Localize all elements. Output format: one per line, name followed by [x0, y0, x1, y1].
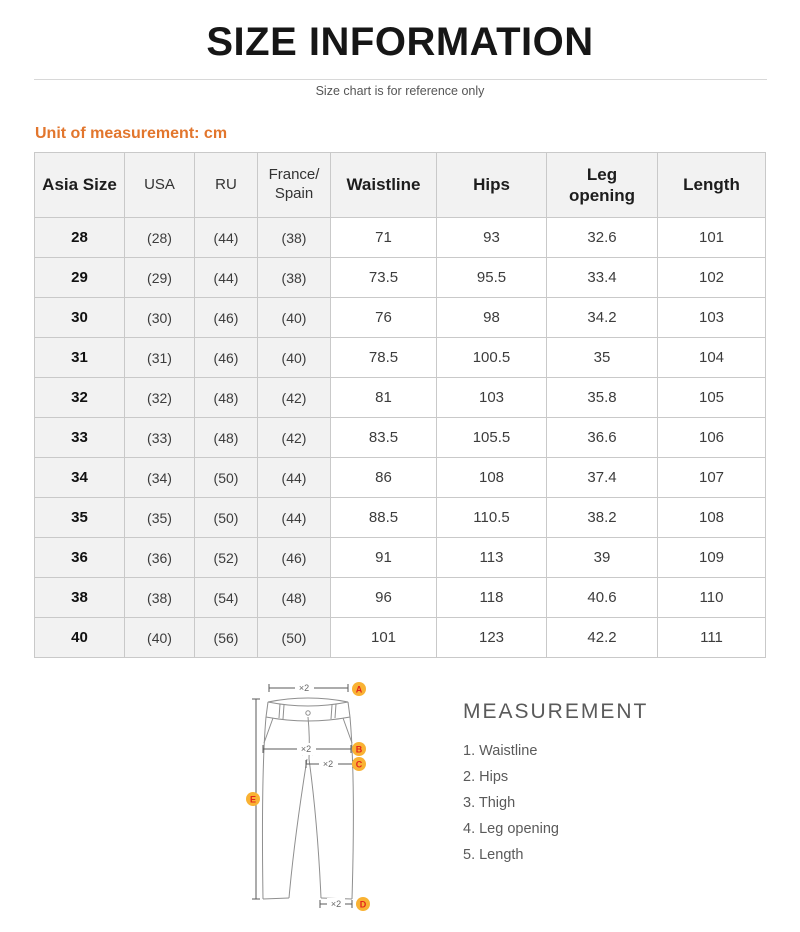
table-cell: 118 [437, 578, 547, 618]
diagram-markers [246, 682, 370, 911]
table-cell: (52) [195, 538, 258, 578]
table-cell: 100.5 [437, 338, 547, 378]
table-cell: 108 [437, 458, 547, 498]
table-cell: (40) [258, 298, 331, 338]
table-cell: 40.6 [547, 578, 658, 618]
table-cell: 33 [35, 418, 125, 458]
column-header: RU [195, 153, 258, 218]
table-cell: 105 [658, 378, 766, 418]
page-title: SIZE INFORMATION [206, 20, 594, 64]
table-cell: 95.5 [437, 258, 547, 298]
marker-c-letter: C [355, 759, 363, 770]
table-cell: 91 [331, 538, 437, 578]
table-row [35, 458, 766, 498]
table-cell: 96 [331, 578, 437, 618]
table-cell: (42) [258, 418, 331, 458]
table-cell: 37.4 [547, 458, 658, 498]
table-cell: (38) [125, 578, 195, 618]
table-cell: 78.5 [331, 338, 437, 378]
table-cell: 103 [658, 298, 766, 338]
marker-b-letter: B [355, 744, 363, 755]
table-row [35, 338, 766, 378]
table-cell: 28 [35, 218, 125, 258]
measurement-item: 4. Leg opening [463, 821, 559, 837]
table-cell: 35.8 [547, 378, 658, 418]
table-cell: 35 [547, 338, 658, 378]
table-cell: (29) [125, 258, 195, 298]
table-cell: 108 [658, 498, 766, 538]
table-row [35, 618, 766, 658]
table-cell: (28) [125, 218, 195, 258]
table-row [35, 538, 766, 578]
table-cell: (34) [125, 458, 195, 498]
table-row [35, 418, 766, 458]
marker-d [356, 897, 370, 911]
table-cell: 110.5 [437, 498, 547, 538]
column-header: Leg opening [547, 153, 658, 218]
table-cell: 36.6 [547, 418, 658, 458]
table-cell: 111 [658, 618, 766, 658]
table-cell: 32 [35, 378, 125, 418]
table-cell: (56) [195, 618, 258, 658]
marker-a-letter: A [355, 684, 363, 695]
table-cell: 38.2 [547, 498, 658, 538]
table-cell: 98 [437, 298, 547, 338]
measurement-item: 2. Hips [463, 769, 509, 785]
column-header: Waistline [331, 153, 437, 218]
table-cell: (54) [195, 578, 258, 618]
table-cell: 33.4 [547, 258, 658, 298]
table-cell: 123 [437, 618, 547, 658]
table-row [35, 498, 766, 538]
table-cell: 36 [35, 538, 125, 578]
table-cell: 35 [35, 498, 125, 538]
unit-of-measurement-label: Unit of measurement: cm [35, 125, 228, 142]
column-header: USA [125, 153, 195, 218]
table-cell: (50) [195, 458, 258, 498]
table-cell: 88.5 [331, 498, 437, 538]
table-cell: 76 [331, 298, 437, 338]
table-cell: (46) [195, 338, 258, 378]
table-cell: 38 [35, 578, 125, 618]
table-cell: (46) [258, 538, 331, 578]
column-header: Asia Size [35, 153, 125, 218]
measurement-item: 3. Thigh [463, 795, 516, 811]
header-divider [34, 79, 767, 80]
table-cell: (32) [125, 378, 195, 418]
table-cell: (44) [195, 218, 258, 258]
table-cell: 40 [35, 618, 125, 658]
column-header: Hips [437, 153, 547, 218]
table-row [35, 378, 766, 418]
measurement-section [463, 700, 763, 868]
pants-outline [262, 698, 353, 899]
table-cell: 81 [331, 378, 437, 418]
marker-e-letter: E [249, 794, 257, 805]
table-cell: (50) [195, 498, 258, 538]
marker-b [352, 742, 366, 756]
table-row [35, 578, 766, 618]
table-cell: (38) [258, 218, 331, 258]
table-cell: (48) [195, 418, 258, 458]
measurement-item: 1. Waistline [463, 743, 538, 759]
table-cell: 30 [35, 298, 125, 338]
table-cell: (50) [258, 618, 331, 658]
table-cell: 109 [658, 538, 766, 578]
measurement-heading: MEASUREMENT [463, 700, 649, 723]
hips-x2-label: ×2 [300, 744, 312, 754]
column-header: Length [658, 153, 766, 218]
page-subtitle: Size chart is for reference only [315, 84, 485, 98]
column-header: France/Spain [258, 153, 331, 218]
table-cell: (44) [258, 458, 331, 498]
table-cell: (38) [258, 258, 331, 298]
table-cell: 113 [437, 538, 547, 578]
measurement-list [463, 738, 763, 868]
table-cell: (35) [125, 498, 195, 538]
table-cell: (40) [258, 338, 331, 378]
table-cell: (44) [258, 498, 331, 538]
table-cell: 102 [658, 258, 766, 298]
table-cell: 106 [658, 418, 766, 458]
leg-opening-x2-label: ×2 [330, 899, 342, 909]
measurement-item: 5. Length [463, 847, 524, 863]
table-cell: 32.6 [547, 218, 658, 258]
marker-e [246, 792, 260, 806]
table-cell: 101 [658, 218, 766, 258]
size-table-header-row [35, 153, 766, 218]
size-table [34, 152, 766, 658]
size-table-body [35, 218, 766, 658]
table-cell: (31) [125, 338, 195, 378]
table-cell: (46) [195, 298, 258, 338]
table-cell: 31 [35, 338, 125, 378]
table-cell: (30) [125, 298, 195, 338]
table-cell: 83.5 [331, 418, 437, 458]
table-row [35, 258, 766, 298]
table-cell: 42.2 [547, 618, 658, 658]
table-cell: (42) [258, 378, 331, 418]
table-cell: (44) [195, 258, 258, 298]
table-cell: 93 [437, 218, 547, 258]
table-row [35, 298, 766, 338]
thigh-x2-label: ×2 [322, 759, 334, 769]
table-cell: 39 [547, 538, 658, 578]
table-cell: 101 [331, 618, 437, 658]
table-cell: (48) [195, 378, 258, 418]
table-cell: 34.2 [547, 298, 658, 338]
waist-x2-label: ×2 [298, 683, 310, 693]
marker-d-letter: D [359, 899, 367, 910]
table-cell: 107 [658, 458, 766, 498]
table-row [35, 218, 766, 258]
table-cell: 73.5 [331, 258, 437, 298]
table-cell: 103 [437, 378, 547, 418]
table-cell: (36) [125, 538, 195, 578]
table-cell: 110 [658, 578, 766, 618]
table-cell: (33) [125, 418, 195, 458]
marker-a [352, 682, 366, 696]
table-cell: 104 [658, 338, 766, 378]
table-cell: 105.5 [437, 418, 547, 458]
marker-c [352, 757, 366, 771]
table-cell: (48) [258, 578, 331, 618]
pants-diagram [240, 673, 430, 918]
table-cell: 71 [331, 218, 437, 258]
table-cell: 29 [35, 258, 125, 298]
size-table-container [34, 152, 766, 658]
table-cell: 86 [331, 458, 437, 498]
table-cell: 34 [35, 458, 125, 498]
table-cell: (40) [125, 618, 195, 658]
